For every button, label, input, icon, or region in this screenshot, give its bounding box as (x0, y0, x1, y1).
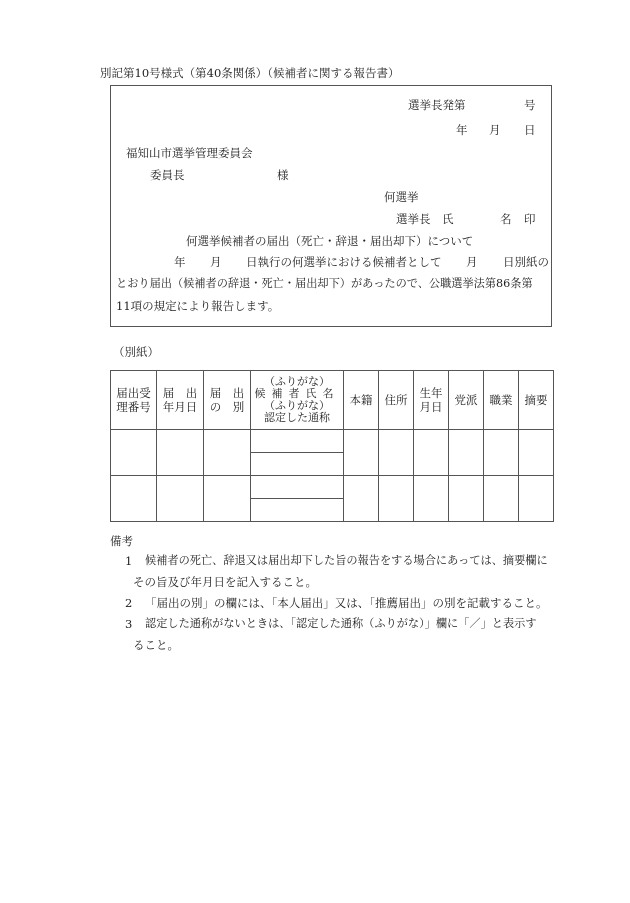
cell[interactable] (519, 430, 554, 476)
seal-mark: 印 (524, 212, 536, 226)
cell[interactable] (111, 430, 157, 476)
note-number: 3 (125, 617, 133, 631)
cell[interactable] (414, 476, 449, 522)
cell[interactable] (484, 430, 519, 476)
cell[interactable] (344, 476, 379, 522)
body-month-2: 月 (466, 255, 478, 269)
cell-alias[interactable] (251, 499, 344, 522)
date-year: 年 (456, 123, 468, 137)
date-day: 日 (524, 123, 536, 137)
sender-election: 何選挙 (384, 190, 419, 204)
cell[interactable] (204, 476, 251, 522)
addressee-title: 委員長 (150, 168, 185, 182)
cell[interactable] (449, 476, 484, 522)
header-address: 住所 (379, 371, 414, 430)
cell[interactable] (484, 476, 519, 522)
cell[interactable] (414, 430, 449, 476)
cell[interactable] (519, 476, 554, 522)
header-party: 党派 (449, 371, 484, 430)
header-occupation: 職業 (484, 371, 519, 430)
note-1-line-2: その旨及び年月日を記入すること。 (133, 575, 317, 589)
note-3-line-2: ること。 (133, 638, 179, 652)
header-receipt-no: 届出受 理番号 (111, 371, 157, 430)
note-3-line-1: 認定した通称がないときは、「認定した通称（ふりがな）」欄に「／」と表示す (145, 617, 537, 630)
cell[interactable] (449, 430, 484, 476)
note-number: 2 (125, 596, 133, 610)
header-filing-date: 届 出 年月日 (157, 371, 204, 430)
addressee-honorific: 様 (277, 168, 289, 182)
date-month: 月 (489, 123, 501, 137)
body-text-2: 日別紙の (503, 255, 549, 269)
table-row (111, 476, 554, 499)
cell[interactable] (157, 476, 204, 522)
notes-title: 備考 (110, 534, 133, 548)
cell-name[interactable] (251, 476, 344, 499)
note-2-line-1: 「届出の別」の欄には、「本人届出」又は、「推薦届出」の別を記載すること。 (145, 596, 548, 610)
body-month: 月 (210, 255, 222, 269)
cell[interactable] (111, 476, 157, 522)
body-year: 年 (174, 255, 186, 269)
sender-name-2: 名 (500, 212, 512, 226)
subject: 何選挙候補者の届出（死亡・辞退・届出却下）について (186, 234, 474, 248)
sender-title: 選挙長 (396, 212, 431, 226)
addressee-org: 福知山市選挙管理委員会 (126, 146, 253, 160)
cell[interactable] (204, 430, 251, 476)
attachment-label: （別紙） (113, 345, 159, 359)
table-row (111, 430, 554, 453)
note-1-line-1: 候補者の死亡、辞退又は届出却下した旨の報告をする場合にあっては、摘要欄に (145, 554, 548, 567)
header-domicile: 本籍 (344, 371, 379, 430)
number-suffix: 号 (524, 98, 536, 112)
number-prefix: 選挙長発第 (408, 98, 466, 112)
form-title: 別記第10号様式（第40条関係）（候補者に関する報告書） (100, 66, 400, 80)
cell[interactable] (379, 476, 414, 522)
cell-name[interactable] (251, 430, 344, 453)
body-line-3: 11項の規定により報告します。 (116, 299, 280, 313)
sender-name-1: 氏 (442, 212, 454, 226)
cell[interactable] (344, 430, 379, 476)
header-filing-type: 届 出 の 別 (204, 371, 251, 430)
cell-alias[interactable] (251, 453, 344, 476)
header-birth: 生年 月日 (414, 371, 449, 430)
header-remarks: 摘要 (519, 371, 554, 430)
body-text-1: 日執行の何選挙における候補者として (246, 255, 442, 269)
body-line-2: とおり届出（候補者の辞退・死亡・届出却下）があったので、公職選挙法第86条第 (116, 277, 533, 290)
note-number: 1 (125, 554, 133, 568)
cell[interactable] (379, 430, 414, 476)
header-name: （ふりがな） 候補者氏名 （ふりがな） 認定した通称 (251, 371, 344, 430)
cell[interactable] (157, 430, 204, 476)
candidate-table (110, 370, 554, 522)
